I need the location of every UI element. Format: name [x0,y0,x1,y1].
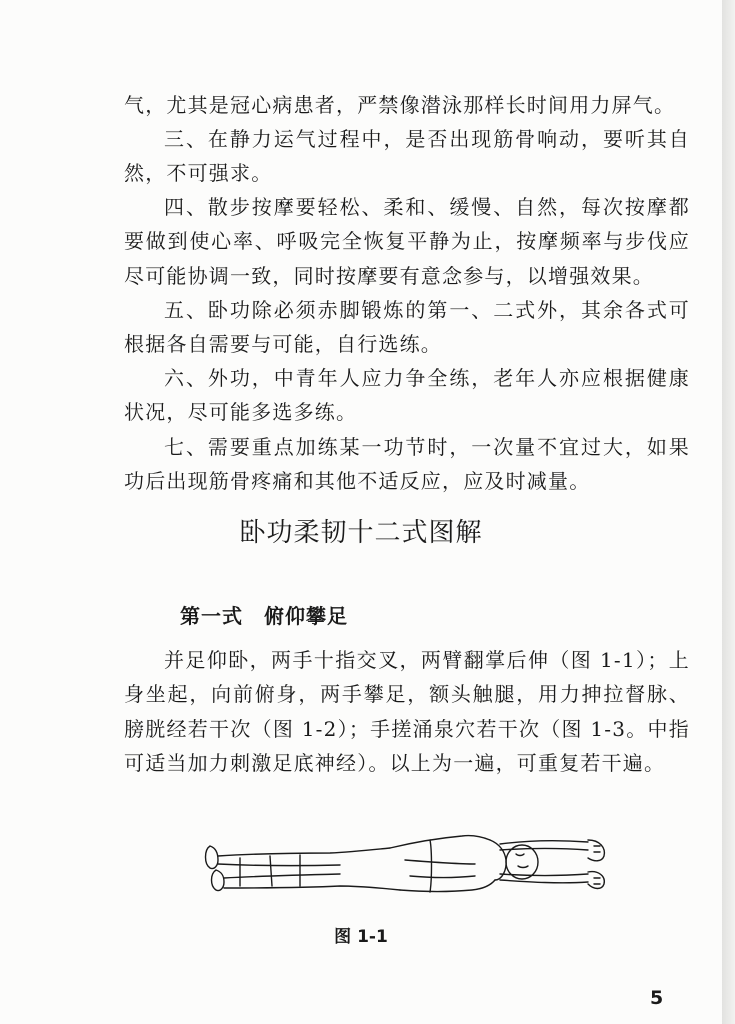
subsection-title: 第一式 俯仰攀足 [180,604,348,628]
paragraph-1: 气，尤其是冠心病患者，严禁像潜泳那样长时间用力屏气。 [124,93,676,117]
paragraph-6: 七、需要重点加练某一功节时，一次量不宜过大，如果功后出现筋骨疼痛和其他不适反应，应及时减量。 [124,435,690,494]
paragraph-5: 六、外功，中青年人应力争全练，老年人亦应根据健康状况，尽可能多选多练。 [124,366,690,425]
paragraph-2: 三、在静力运气过程中，是否出现筋骨响动，要听其自然，不可强求。 [124,127,690,186]
page-edge-shadow [722,0,735,1024]
figure-lying-person-illustration [200,820,610,912]
paragraph-3: 四、散步按摩要轻松、柔和、缓慢、自然，每次按摩都要做到使心率、呼吸完全恢复平静为止，按摩频率与步伐应尽可能协调一致，同时按摩要有意念参与，以增强效果。 [124,195,690,288]
page-number: 5 [650,987,664,1009]
section-title: 卧功柔韧十二式图解 [239,518,483,548]
paragraph-4: 五、卧功除必须赤脚锻炼的第一、二式外，其余各式可根据各自需要与可能，自行选练。 [124,298,690,357]
instruction-text: 并足仰卧，两手十指交叉，两臂翻掌后伸（图 1-1）；上身坐起，向前俯身，两手攀足，额头触腿，用力抻拉督脉、膀胱经若干次（图 1-2）；手搓涌泉穴若干次（图 1-3。中指可适当加力刺激足底神经）。以上为一遍，可重复若干遍。 [124,648,690,775]
figure-caption: 图 1-1 [334,927,388,947]
